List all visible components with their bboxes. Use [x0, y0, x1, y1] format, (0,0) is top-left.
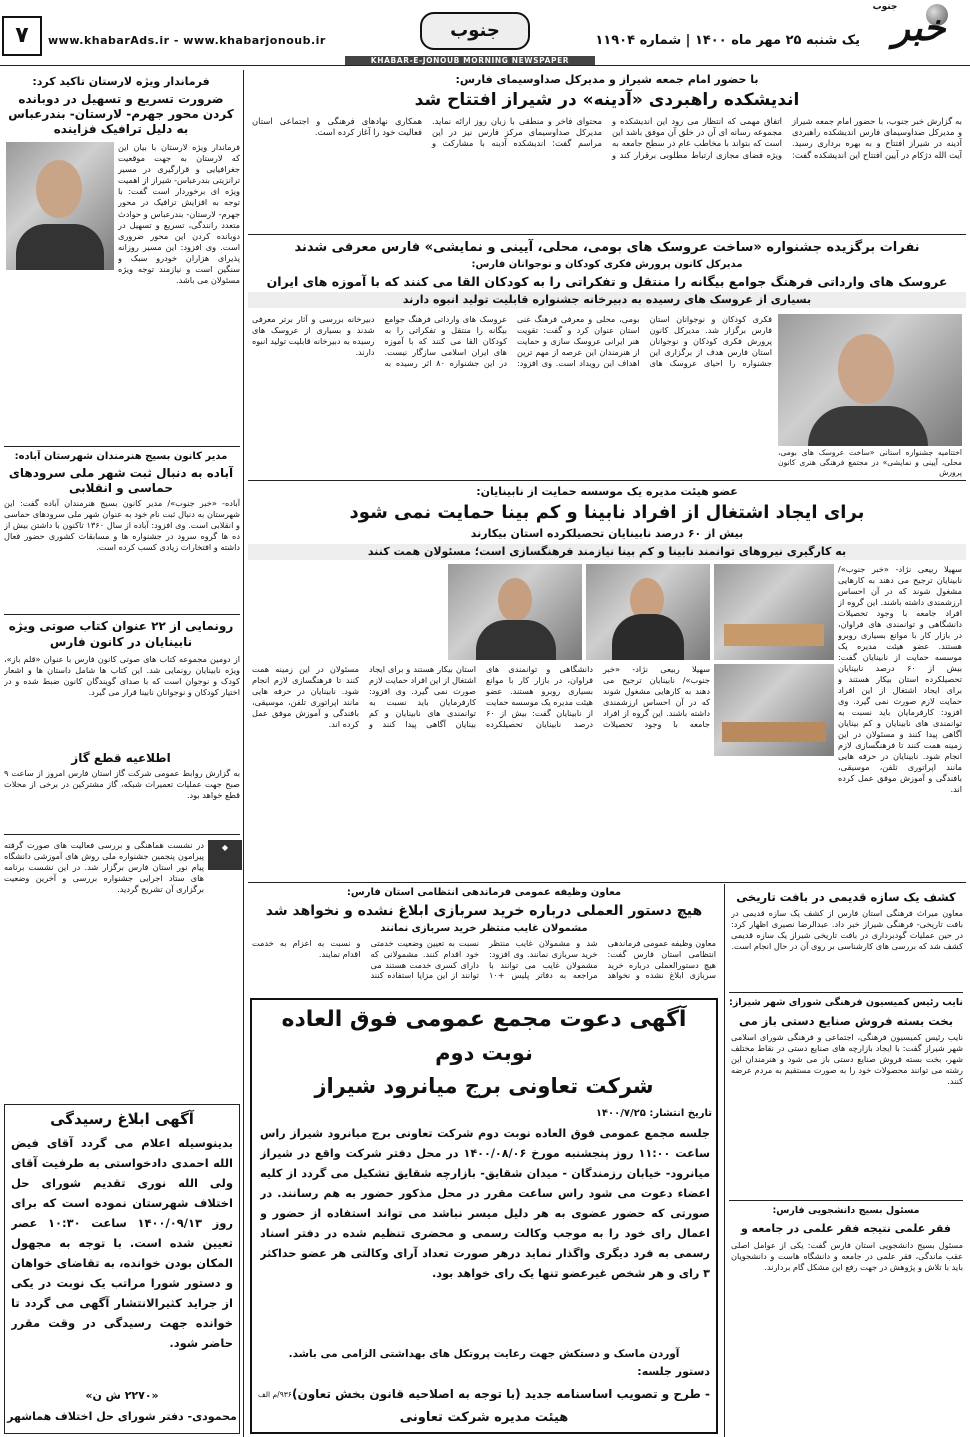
kashf-title: کشف یک سازه قدیمی در بافت تاریخی [736, 890, 956, 904]
portrait-face-icon [36, 160, 82, 218]
blind-subhead: به کارگیری نیروهای توانمند نابینا و کم بینا نیازمند فرهنگسازی است؛ مسئولان همت کنند [248, 544, 966, 560]
portrait-suit-icon [16, 224, 104, 270]
adineh-kicker: با حضور امام جمعه شیراز و مدیرکل صداوسیمای فارس: [455, 73, 759, 86]
books-title: رونمایی از ۲۲ عنوان کتاب صوتی ویژه نابینایان در کانون فارس [8, 619, 234, 649]
page-number: ۷ [2, 16, 42, 56]
photo-face-icon [838, 334, 894, 404]
logo-sub: جنوب [872, 2, 898, 12]
adineh-body: به گزارش خبر جنوب، با حضور امام جمعه شیراز و مدیرکل صداوسیمای فارس اندیشکده راهبردی آدینه در شیراز افتتاح و به بهره برداری رسید. آیت الله دژکام در آیین افتتاح این اندیشکده گفت: اتفاق مهمی که انتظار می رود این اندیشکده و مجموعه رسانه ای آن در خلق آن موفق باشد این است که بتواند با مخاطب عام در سطح جامعه به ویژه فضای مجازی ارتباط مطلوبی برقرار کند و محتوای فاخر و منطقی با زبان روز ارائه نماید. مدیرکل صداوسیمای مرکز فارس نیز در این مراسم گفت: اندیشکده آدینه با مشارکت و همکاری نهادهای فرهنگی و اجتماعی استان فعالیت خود را آغاز کرده است. [252, 116, 962, 160]
section-title: جنوب [450, 20, 500, 41]
blind-photo-class [714, 664, 834, 756]
lar-body: فرماندار ویژه لارستان با بیان این که لارستان به جهت موقعیت جغرافیایی و قرارگیری در مسیر ترانزیتی بندرعباس- شیراز از اهمیت ویژه ای برخوردار است گفت: با توجه به افزایش ترافیک در محور جهرم- لارستان- بندرعباس و حوادث متعدد رانندگی، تسریع و تسهیل در دوبانده کردن این محور ضروری است. وی افزود: این مسیر روزانه پذیرای هزاران خودرو سبک و سنگین است و نیازمند توجه ویژه مسئولان می باشد. [118, 142, 240, 286]
books-body: از دومین مجموعه کتاب های صوتی کانون فارس با عنوان «قلم باز»، ویژه نابینایان رونمایی شد. این کتاب ها شامل داستان ها و اشعار کودک و نوجوان است که با صدای گویندگان کانون ضبط شده و در اختیار کودکان و نوجوانان نابینا قرار می گیرد. [4, 654, 240, 698]
article-military [248, 884, 720, 994]
notice-code: ۹۳۶۰/م الف [258, 1390, 296, 1399]
kashf-body: معاون میراث فرهنگی استان فارس از کشف یک سازه قدیمی در بافت تاریخی- فرهنگی شیراز خبر داد. عبدالرضا نصیری اظهار کرد: در حین عملیات گودبرداری در بافت تاریخی شیراز یک سازه قدیمی کشف شد که بررسی های کارشناسی بر روی آن در حال انجام است. [731, 908, 963, 952]
website[interactable]: www.khabarAds.ir - www.khabarjonoub.ir [48, 34, 326, 47]
divider [729, 992, 963, 993]
notice-signature: هیئت مدیره شرکت تعاونی [399, 1410, 569, 1425]
adineh-title: اندیشکده راهبردی «آدینه» در شیراز افتتاح شد [414, 90, 800, 110]
ruling-notice-signature: محمودی- دفتر شورای حل اختلاف هماشهر [7, 1410, 237, 1423]
divider [248, 480, 966, 481]
divider [4, 614, 240, 615]
military-body: معاون وظیفه عمومی فرماندهی انتظامی استان فارس گفت: هیچ دستورالعملی درباره خرید سربازی ابلاغ نشده و نخواهد شد و مشمولان غایب منتظر خرید سربازی نمانند. وی افزود: مشمولان غایب می توانند با مراجعه به دفاتر پلیس +۱۰ نسبت به تعیین وضعیت خدمتی خود اقدام کنند. مشمولانی که دارای کسری خدمت هستند می توانند از این مزایا استفاده کنند و نسبت به اعزام به خدمت اقدام نمایند. [252, 938, 716, 981]
blind-subtitle: بیش از ۶۰ درصد نابینایان تحصیلکرده استان بیکارند [470, 527, 744, 540]
ruling-notice-code: «۲۲۷۰ ش ن» [85, 1389, 159, 1402]
crafts-kicker: نایب رئیس کمیسیون فرهنگی شورای شهر شیراز: [729, 997, 963, 1008]
dolls-caption: اختتامیه جشنواره استانی «ساخت عروسک های بومی، محلی، آیینی و نمایشی» در مجتمع فرهنگی هنری کانون پرورش [778, 448, 962, 477]
article-dolls [248, 236, 966, 480]
military-kicker: معاون وظیفه عمومی فرماندهی انتظامی استان فارس: [346, 887, 622, 898]
blind-photo-man [448, 564, 582, 660]
abadeh-kicker: مدیر کانون بسیج هنرمندان شهرستان آباده: [14, 451, 228, 462]
section-tab [420, 12, 530, 50]
divider [4, 834, 240, 835]
dolls-photo [778, 314, 962, 446]
blind-kicker: عضو هیئت مدیره یک موسسه حمایت از نابینایان: [476, 485, 738, 498]
notice-general-assembly [250, 998, 718, 1434]
dolls-body: فکری کودکان و نوجوانان استان فارس برگزار شد. مدیرکل کانون پرورش فکری کودکان و نوجوانان استان فارس هدف از برگزاری این جشنواره را احیای عروسک های بومی، محلی و معرفی فرهنگ غنی استان عنوان کرد و گفت: تقویت هنر ایرانی عروسک سازی و حمایت از هنرمندان این عرصه از مهم ترین اهداف این رویداد است. وی افزود: عروسک های وارداتی فرهنگ جوامع بیگانه را منتقل و تفکراتی را به کودکان القا می کنند که با آموزه های ایران اسلامی سازگار نیست. در این جشنواره ۸۰ اثر رسیده به دبیرخانه بررسی و آثار برتر معرفی شدند و بسیاری از عروسک های رسیده به دبیرخانه قابلیت تولید انبوه دارند. [252, 314, 772, 368]
military-title: هیچ دستور العملی درباره خرید سربازی ابلاغ نشده و نخواهد شد [265, 903, 703, 919]
news-badge-icon: ◆ [221, 843, 229, 852]
crafts-title: بخت بسته فروش صنایع دستی باز می [738, 1014, 954, 1028]
notice-note: آوردن ماسک و دستکش جهت رعایت پروتکل های بهداشتی الزامی می باشد. [288, 1348, 680, 1360]
photo-suit-icon [808, 406, 928, 446]
notice-agenda-item: - طرح و تصویب اساسنامه جدید (با توجه به اصلاحیه قانون بخش تعاون) [291, 1387, 710, 1401]
man-suit-icon [476, 620, 556, 660]
lar-title: ضرورت تسریع و تسهیل در دوبانده کردن محور جهرم- لارستان- بندرعباس به دلیل ترافیک فزاینده [8, 92, 234, 136]
blind-body: سهیلا ربیعی نژاد- «خبر جنوب»/ نابینایان ترجیح می دهند به کارهایی مشغول شوند که در آن احساس ارزشمندی داشته باشند. این گروه از افراد جامعه با وجود تحصیلات دانشگاهی و توانمندی های فراوان، در بازار کار با موانع بسیاری روبرو هستند. عضو هیئت مدیره یک موسسه حمایت از نابینایان گفت: بیش از ۶۰ درصد نابینایان تحصیلکرده استان بیکار هستند و برای ایجاد اشتغال از این افراد حمایت لازم صورت نمی گیرد. وی افزود: کارفرمایان باید نسبت به توانمندی های نابینایان و کم بینایان آگاهی پیدا کنند و مسئولان در این زمینه همت کنند تا فرهنگسازی لازم انجام شود. نابینایان در حرفه هایی مانند اپراتوری تلفن، موسیقی، بافندگی و آموزش موفق عمل کرده اند. [252, 664, 710, 729]
dolls-top-headline: نفرات برگزیده جشنواره «ساخت عروسک های بومی، محلی، آیینی و نمایشی» فارس معرفی شدند [294, 240, 920, 255]
right-column [724, 884, 966, 1437]
notice-title-1: آگهی دعوت مجمع عمومی فوق العاده [281, 1007, 687, 1032]
abadeh-title: آباده به دنبال ثبت شهر ملی سرودهای حماسی و انقلابی [8, 466, 234, 495]
news-badge [208, 840, 242, 870]
newspaper-en: KHABAR-E-JONOUB MORNING NEWSPAPER [370, 56, 570, 65]
notice-title-3: شرکت تعاونی برج میانرود شیراز [314, 1074, 654, 1098]
divider [248, 234, 966, 235]
basij-title: فقر علمی نتیجه فقر علمی در جامعه و [740, 1222, 952, 1235]
article-blind [248, 482, 966, 882]
ruling-notice-title: آگهی ابلاغ رسیدگی [50, 1110, 194, 1128]
logo [870, 2, 968, 52]
notice-agenda-label: دستور جلسه: [637, 1365, 710, 1378]
blind-title: برای ایجاد اشتغال از افراد نابینا و کم بینا حمایت نمی شود [349, 502, 865, 523]
dolls-subhead: بسیاری از عروسک های رسیده به دبیرخانه جشنواره قابلیت تولید انبوه دارند [248, 292, 966, 308]
notice-body: جلسه مجمع عمومی فوق العاده نوبت دوم شرکت تعاونی برج میانرود شیراز راس ساعت ۱۱:۰۰ روز پنجشنبه مورخ ۱۴۰۰/۰۸/۰۶ در محل دفتر شرکت واقع در شیراز میانرود- خیابان رزمندگان - میدان شقایق- بازارچه شقایق تشکیل می گردد از کلیه اعضاء دعوت می شود راس ساعت مقرر در محل مذکور حضور به هم رسانند. در صورتی که حضور عضوی به هر دلیل میسر نباشد می تواند استفاده از حضور و اعمال رای خود را به موجب وکالت رسمی و محضری تنظیم شده در دفتر اسناد رسمی به فرد دیگری واگذار نماید درهر صورت تعداد آرای وکالتی هر عضو حداکثر ۳ رای و هر شخص غیرعضو تنها یک رای خواهد بود. [260, 1127, 710, 1280]
blind-body-right: سهیلا ربیعی نژاد- «خبر جنوب»/ نابینایان ترجیح می دهند به کارهایی مشغول شوند که در آن احساس ارزشمندی داشته باشند. این گروه از افراد جامعه با وجود تحصیلات دانشگاهی و توانمندی های فراوان، در بازار کار با موانع بسیاری روبرو هستند. عضو هیئت مدیره یک موسسه حمایت از نابینایان گفت: بیش از ۶۰ درصد نابینایان تحصیلکرده استان بیکار هستند و برای ایجاد اشتغال از این افراد حمایت لازم صورت نمی گیرد. وی افزود: کارفرمایان باید نسبت به توانمندی های نابینایان و کم بینایان آگاهی پیدا کنند و مسئولان در این زمینه همت کنند تا فرهنگسازی لازم انجام شود. نابینایان در حرفه هایی مانند اپراتوری تلفن، موسیقی، بافندگی و آموزش موفق عمل کرده اند. [838, 564, 962, 794]
gas-body: به گزارش روابط عمومی شرکت گاز استان فارس امروز از ساعت ۹ صبح جهت عملیات تعمیرات شبکه، گاز مشترکین در برخی از محلات قطع خواهد بود. [4, 768, 240, 801]
notice-title-2: نوبت دوم [435, 1041, 533, 1065]
left-column [0, 70, 244, 1437]
gas-title: اطلاعیه قطع گاز [71, 751, 171, 765]
abadeh-body: آباده- «خبر جنوب»/ مدیر کانون بسیج هنرمندان آباده گفت: این شهرستان به دنبال ثبت نام خود به عنوان شهر ملی سرودهای حماسی و انقلابی است. وی افزود: آباده از سال ۱۳۶۰ تاکنون با داشتن بیش از ده ها گروه سرود در جشنواره ها و مسابقات کشوری حضور فعال داشته و افتخارات زیادی کسب کرده است. [4, 498, 240, 553]
news-body: در نشست هماهنگی و بررسی فعالیت های صورت گرفته پیرامون پنجمین جشنواره ملی روش های آموزشی دانشگاه پیام نور استان فارس برگزار شد. در این نشست برنامه های ستاد اجرایی جشنواره بررسی و آخرین وضعیت برگزاری آن تشریح گردید. [4, 840, 204, 895]
divider [4, 446, 240, 447]
masthead-rule [0, 65, 970, 66]
man-face-icon [498, 578, 532, 622]
date-line: یک شنبه ۲۵ مهر ماه ۱۴۰۰ | شماره ۱۱۹۰۴ [595, 33, 860, 48]
article-adineh [248, 70, 966, 234]
basij-kicker: مسئول بسیج دانشجویی فارس: [772, 1205, 920, 1216]
logo-text: خبر [892, 8, 946, 49]
blind-photo-workshop [714, 564, 834, 660]
military-subhead: مشمولان غایب منتظر خرید سربازی نمانند [380, 923, 588, 934]
lar-kicker: فرماندار ویژه لارستان تاکید کرد: [32, 75, 210, 88]
dolls-kicker: مدیرکل کانون پرورش فکری کودکان و نوجوانان فارس: [471, 259, 743, 270]
basij-body: مسئول بسیج دانشجویی استان فارس گفت: یکی از عوامل اصلی عقب ماندگی، فقر علمی در جامعه و دانشگاه هاست و دانشجویان باید با تلاش و پژوهش در جهت رفع این مشکل گام بردارند. [731, 1240, 963, 1273]
workshop-table-icon [724, 624, 824, 646]
masthead [0, 0, 970, 66]
divider [729, 1200, 963, 1201]
class-desk-icon [722, 722, 826, 742]
ruling-notice [4, 1104, 240, 1434]
crafts-body: نایب رئیس کمیسیون فرهنگی، اجتماعی و فرهنگی شورای اسلامی شهر شیراز گفت: با ایجاد بازارچه های صنایع دستی در نقاط مختلف شهر، بخت بسته فروش صنایع دستی باز می شود و هنرمندان این رشته می توانند محصولات خود را به صورت مستقیم به مردم عرضه کنند. [731, 1032, 963, 1087]
divider [248, 882, 966, 883]
notice-date: تاریخ انتشار: ۱۴۰۰/۷/۲۵ [595, 1108, 712, 1119]
woman-scarf-icon [612, 614, 684, 660]
lar-portrait [6, 142, 114, 270]
blind-photo-woman [586, 564, 710, 660]
dolls-headline: عروسک های وارداتی فرهنگ جوامع بیگانه را منتقل و تفکراتی را به کودکان القا می کنند که با آموزه های ایران [266, 274, 948, 289]
ruling-notice-body: بدینوسیله اعلام می گردد آقای فیض الله احمدی دادخواستی به طرفیت آقای ولی الله نوری تقدیم شورای حل اختلاف شهرستان نموده است که برای روز ۱۴۰۰/۰۹/۱۳ ساعت ۱۰:۳۰ عصر تعیین شده است. با توجه به مجهول المکان بودن خوانده، به تقاضای خواهان و دستور شورا مراتب یک نوبت در یکی از جراید کثیرالانتشار آگهی می گردد تا خوانده جهت رسیدگی در وقت مقرر حاضر شود. [11, 1136, 233, 1350]
